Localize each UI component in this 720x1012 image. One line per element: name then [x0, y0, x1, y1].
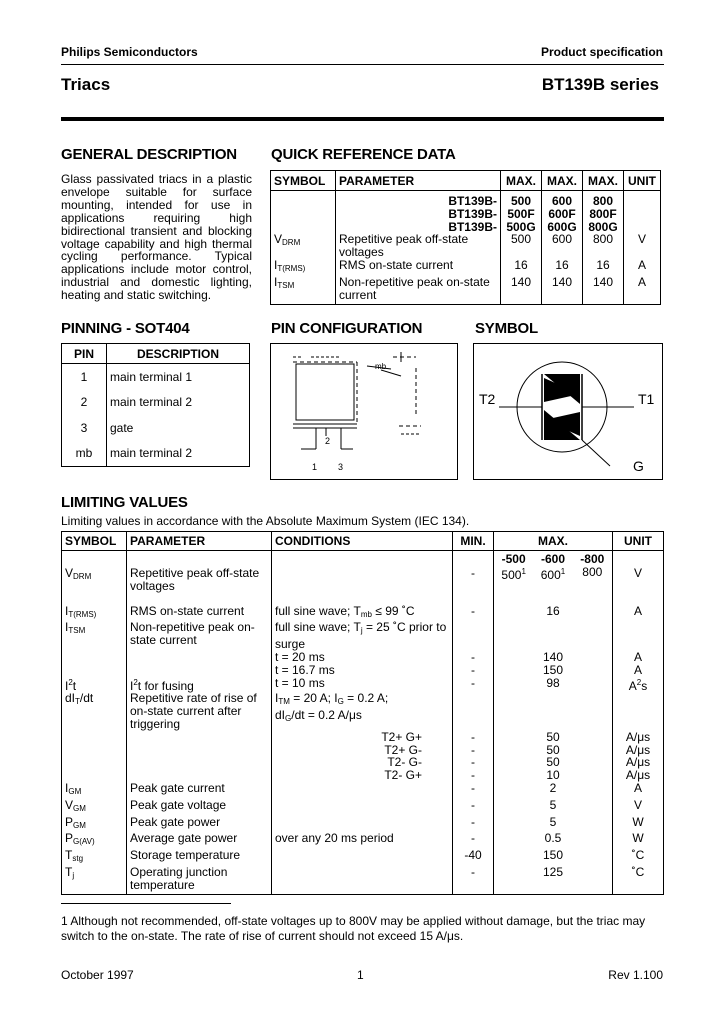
col-max-2: MAX. [542, 171, 583, 191]
unit: ˚C [613, 866, 664, 894]
col-parameter: PARAMETER [336, 171, 501, 191]
parameter: Non-repetitive peak on-state current [127, 621, 272, 651]
grade-label: -600 [540, 552, 565, 566]
variant-prefix: BT139B- [448, 219, 497, 234]
min-value: - [453, 756, 494, 769]
condition: over any 20 ms period [272, 832, 453, 849]
col-pin: PIN [62, 344, 107, 364]
table-row [62, 651, 664, 664]
condition [272, 866, 453, 894]
condition: T2- G- [272, 756, 453, 769]
footnote-text: 1 Although not recommended, off-state voltages up to 800V may be applied without damage, but the triac may switch to the on-state. The rate of rise of current should not exceed 15 A/μs. [61, 914, 646, 943]
pin-description: main terminal 2 [107, 390, 250, 416]
footnote-rule [61, 903, 231, 904]
max-value: 5 [494, 816, 613, 833]
col-max: MAX. [494, 532, 613, 551]
parameter: Peak gate voltage [127, 799, 272, 816]
general-description-heading: GENERAL DESCRIPTION [61, 146, 237, 163]
parameter: Average gate power [127, 832, 272, 849]
variant-code: 600 [551, 194, 573, 208]
col-parameter: PARAMETER [127, 532, 272, 551]
t2-label: T2 [479, 391, 496, 407]
symbol: I [65, 620, 69, 635]
symbol: $I_{GM}$ [65, 780, 82, 796]
value: 600 [542, 233, 583, 259]
col-conditions: CONDITIONS [272, 532, 453, 551]
unit: A [613, 664, 664, 677]
footer-revision: Rev 1.100 [608, 968, 663, 982]
value: 140 [501, 276, 542, 305]
parameter: $I^2t$ for fusing [127, 677, 272, 693]
parameter: RMS on-state current [127, 593, 272, 622]
symbol: $dI_T/dt$ [65, 691, 94, 707]
condition: $I_{TM} = 20$ A; $I_G = 0.2$ A; $dI_G/dt = 0.2$ A/μs [272, 692, 453, 730]
table-row [62, 799, 664, 816]
pinning-table [61, 343, 250, 467]
variant-code: 800G [588, 219, 618, 234]
min-value: - [453, 799, 494, 816]
unit: W [613, 816, 664, 833]
condition: T2+ G- [272, 744, 453, 757]
condition: t = 16.7 ms [272, 664, 453, 677]
grade-label: -800 [580, 552, 605, 566]
quick-reference-heading: QUICK REFERENCE DATA [271, 146, 456, 163]
pin-number: mb [75, 446, 93, 461]
unit: A/μs [613, 756, 664, 769]
grade-label: -500 [501, 552, 526, 566]
parameter: Repetitive peak off-state voltages [336, 233, 501, 259]
limiting-values-table [61, 531, 664, 895]
symbol: V [274, 232, 283, 247]
footer-date: October 1997 [61, 968, 134, 982]
max-value: 16 [494, 593, 613, 622]
table-row [62, 692, 664, 730]
grade-value: $600^1$ [540, 566, 566, 582]
variant-code: 500 [510, 194, 532, 208]
variant-row [271, 191, 661, 234]
parameter: Storage temperature [127, 849, 272, 866]
symbol: $T_j$ [65, 864, 75, 880]
min-value: - [453, 551, 494, 593]
unit: A [613, 782, 664, 799]
parameter: Non-repetitive peak on-state current [336, 276, 501, 305]
quick-reference-table [270, 170, 661, 305]
max-value: 50 [494, 731, 613, 744]
symbol-heading: SYMBOL [475, 320, 538, 337]
max-value: 140 [494, 651, 613, 664]
header-rule [61, 64, 664, 65]
max-value: 125 [494, 866, 613, 894]
value: 140 [583, 276, 624, 305]
value: 500 [501, 233, 542, 259]
parameter: Peak gate power [127, 816, 272, 833]
pin-label-3: 3 [338, 462, 344, 472]
table-row [62, 664, 664, 677]
min-value: - [453, 731, 494, 744]
t1-label: T1 [638, 391, 655, 407]
min-value: -40 [453, 849, 494, 866]
table-row [271, 233, 661, 259]
table-row [62, 551, 664, 593]
max-value: 50 [494, 756, 613, 769]
variant-code: 800F [589, 206, 617, 221]
doc-category: Triacs [61, 75, 111, 94]
symbol: I [274, 257, 278, 272]
symbol: I [274, 274, 278, 289]
doc-part-number: BT139B series [541, 75, 659, 94]
symbol-sub: DRM [73, 572, 92, 581]
pin-description: gate [107, 415, 250, 441]
max-value: 10 [494, 769, 613, 782]
footnote-marker: 1 [560, 566, 566, 576]
condition [272, 782, 453, 799]
grade-value: $500^1$ [501, 566, 526, 582]
pin-number: 1 [80, 369, 88, 384]
symbol: $I^2t$ [65, 677, 77, 693]
pin-label-1: 1 [312, 462, 318, 472]
col-description: DESCRIPTION [107, 344, 250, 364]
variant-code: 800 [592, 194, 614, 208]
variant-prefix: BT139B- [448, 206, 497, 221]
min-value: - [453, 664, 494, 677]
unit: V [613, 799, 664, 816]
symbol: $P_{G(AV)}$ [65, 831, 95, 847]
table-row [62, 782, 664, 799]
min-value: - [453, 677, 494, 693]
limiting-values-intro: Limiting values in accordance with the Absolute Maximum System (IEC 134). [61, 514, 470, 528]
unit: V [624, 233, 661, 259]
table-row [62, 849, 664, 866]
col-symbol: SYMBOL [271, 171, 336, 191]
variant-code: 500F [507, 206, 535, 221]
header-doc-type: Product specification [540, 45, 663, 59]
table-row [62, 415, 250, 441]
variant-code: 600F [548, 206, 576, 221]
table-row [62, 441, 250, 467]
max-value: 50 [494, 744, 613, 757]
limiting-values-heading: LIMITING VALUES [61, 494, 188, 511]
table-header-row [271, 171, 661, 191]
condition: t = 10 ms [272, 677, 453, 693]
col-unit: UNIT [613, 532, 664, 551]
parameter: Repetitive rate of rise of on-state current after triggering [127, 692, 272, 730]
title-rule [61, 117, 664, 121]
pin-description: main terminal 2 [107, 441, 250, 467]
condition: full sine wave; $T_{mb} \le 99$ ˚C [272, 593, 453, 622]
symbol: V [65, 566, 74, 580]
symbol-sub: TSM [68, 626, 86, 636]
col-symbol: SYMBOL [62, 532, 127, 551]
table-row [62, 756, 664, 769]
unit: V [613, 551, 664, 593]
pin-number: 3 [80, 420, 88, 435]
table-row [62, 832, 664, 849]
unit: W [613, 832, 664, 849]
symbol-sub: T(RMS) [68, 609, 97, 619]
pin-configuration-heading: PIN CONFIGURATION [271, 320, 423, 337]
min-value: - [453, 593, 494, 622]
footnote-marker: 1 [521, 566, 526, 576]
grade-value: 800 [582, 564, 603, 579]
table-row [62, 816, 664, 833]
table-row [62, 866, 664, 894]
pin-number: 2 [80, 395, 88, 410]
variant-prefix: BT139B- [448, 194, 497, 208]
value: 16 [501, 259, 542, 276]
table-row [62, 593, 664, 622]
unit: $A^2s$ [613, 677, 664, 693]
pin-description: main terminal 1 [107, 364, 250, 390]
min-value: - [453, 744, 494, 757]
condition: T2- G+ [272, 769, 453, 782]
table-row [62, 364, 250, 390]
pin-configuration-diagram [270, 343, 458, 480]
min-value: - [453, 769, 494, 782]
condition: T2+ G+ [272, 731, 453, 744]
footer-page-number: 1 [357, 968, 364, 982]
col-unit: UNIT [624, 171, 661, 191]
max-value: 0.5 [494, 832, 613, 849]
condition [272, 799, 453, 816]
min-value: - [453, 816, 494, 833]
condition: full sine wave; $T_j = 25$ ˚C prior to surge [272, 621, 453, 651]
variant-code: 600G [547, 219, 577, 234]
unit: A/μs [613, 744, 664, 757]
g-label: G [633, 458, 644, 474]
table-row [62, 621, 664, 651]
symbol-sub: T(RMS) [277, 263, 306, 273]
symbol-sub: DRM [282, 238, 301, 248]
table-row [271, 276, 661, 305]
table-row [62, 677, 664, 693]
min-value: - [453, 832, 494, 849]
triac-symbol-diagram [473, 343, 663, 480]
condition [272, 849, 453, 866]
unit: A [624, 259, 661, 276]
unit: A/μs [613, 731, 664, 744]
symbol: $V_{GM}$ [65, 797, 86, 813]
value: 800 [583, 233, 624, 259]
col-max-3: MAX. [583, 171, 624, 191]
table-row [62, 390, 250, 416]
symbol: $P_{GM}$ [65, 814, 86, 830]
value: 16 [583, 259, 624, 276]
max-value: 150 [494, 664, 613, 677]
package-outline-drawing [271, 344, 457, 479]
symbol: $T_{stg}$ [65, 848, 84, 864]
condition: t = 20 ms [272, 651, 453, 664]
header-company: Philips Semiconductors [61, 45, 198, 59]
mb-label: mb [375, 362, 387, 371]
symbol: I [65, 603, 69, 618]
max-value: 5 [494, 799, 613, 816]
unit: A [613, 593, 664, 622]
parameter: Peak gate current [127, 782, 272, 799]
min-value: - [453, 782, 494, 799]
unit: A [624, 276, 661, 305]
col-max-1: MAX. [501, 171, 542, 191]
col-min: MIN. [453, 532, 494, 551]
table-row [62, 731, 664, 744]
pin-label-2: 2 [325, 436, 331, 446]
pinning-heading: PINNING - SOT404 [61, 320, 190, 337]
condition [272, 816, 453, 833]
table-row [271, 259, 661, 276]
value: 140 [542, 276, 583, 305]
variant-code: 500G [506, 219, 536, 234]
unit: A/μs [613, 769, 664, 782]
min-value: - [453, 866, 494, 894]
symbol-sub: TSM [277, 280, 295, 290]
max-value: 98 [494, 677, 613, 693]
value: 16 [542, 259, 583, 276]
general-description-text: Glass passivated triacs in a plastic envelope suitable for surface mounting, intended for use in applications requiring high bidirectional transient and blocking voltage capability and high thermal cycling performance. Typical applications include motor control, industrial and domestic lighting, heating and static switching. [61, 172, 252, 303]
unit: ˚C [613, 849, 664, 866]
max-value: 2 [494, 782, 613, 799]
table-header-row [62, 344, 250, 364]
parameter: RMS on-state current [336, 259, 501, 276]
min-value: - [453, 651, 494, 664]
parameter: Repetitive peak off-state voltages [127, 551, 272, 593]
parameter: Operating junction temperature [127, 866, 272, 894]
unit: A [613, 651, 664, 664]
table-row [62, 744, 664, 757]
table-header-row [62, 532, 664, 551]
max-value: 150 [494, 849, 613, 866]
